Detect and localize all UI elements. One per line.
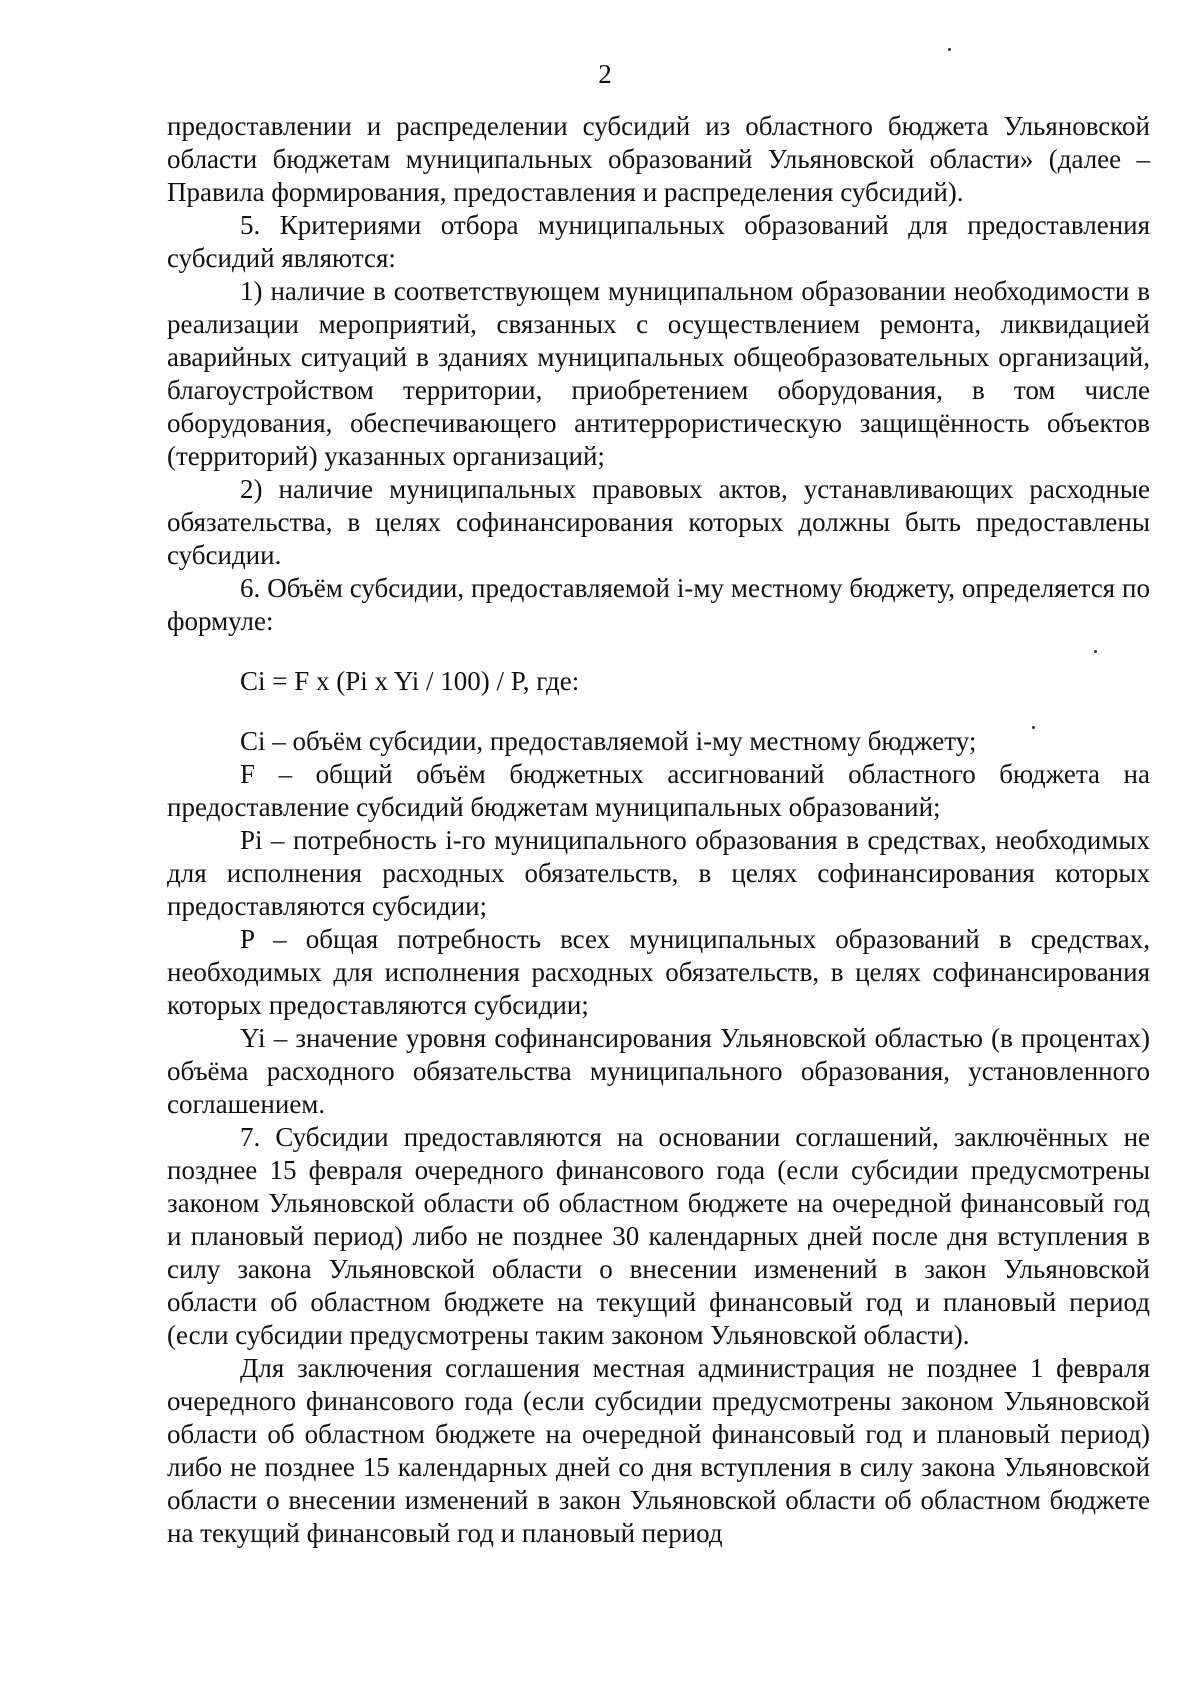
- formula: Ci = F x (Pi x Yi / 100) / P, где:: [240, 666, 580, 696]
- definition-yi: Yi – значение уровня софинансирования Ульяновской областью (в процентах) объёма расходного обязательства муниципального образования, установленного соглашением.: [167, 1023, 1150, 1119]
- definition-pi: Pi – потребность i-го муниципального образования в средствах, необходимых для исполнения расходных обязательств, в целях софинансирования которых предоставляются субсидии;: [167, 825, 1150, 921]
- document-body: [167, 110, 1150, 1550]
- page-number: 2: [598, 59, 612, 89]
- definition-p: P – общая потребность всех муниципальных образований в средствах, необходимых для исполнения расходных обязательств, в целях софинансирования которых предоставляются субсидии;: [167, 924, 1150, 1020]
- scan-speck: [948, 48, 951, 51]
- definition-f: F – общий объём бюджетных ассигнований областного бюджета на предоставление субсидий бюджетам муниципальных образований;: [167, 759, 1150, 822]
- paragraph-agreement: Для заключения соглашения местная администрация не позднее 1 февраля очередного финансового года (если субсидии предусмотрены законом Ульяновской области об областном бюджете на очередной финансовый год и плановый период) либо не позднее 15 календарных дней со дня вступления в силу закона Ульяновской области о внесении изменений в закон Ульяновской области об областном бюджете на текущий финансовый год и плановый период: [167, 1353, 1150, 1548]
- paragraph-item-5: 5. Критериями отбора муниципальных образований для предоставления субсидий являются:: [167, 210, 1150, 273]
- paragraph-criterion-1: 1) наличие в соответствующем муниципальном образовании необходимости в реализации мероприятий, связанных с осуществлением ремонта, ликвидацией аварийных ситуаций в зданиях муниципальных общеобразовательных организаций, благоустройством территории, приобретением оборудования, в том числе оборудования, обеспечивающего антитеррористическую защищённость объектов (территорий) указанных организаций;: [167, 276, 1150, 471]
- paragraph-item-7: 7. Субсидии предоставляются на основании соглашений, заключённых не позднее 15 февраля очередного финансового года (если субсидии предусмотрены законом Ульяновской области об областном бюджете на очередной финансовый год и плановый период) либо не позднее 30 календарных дней после дня вступления в силу закона Ульяновской области о внесении изменений в закон Ульяновской области об областном бюджете на текущий финансовый год и плановый период (если субсидии предусмотрены таким законом Ульяновской области).: [167, 1122, 1150, 1350]
- paragraph-criterion-2: 2) наличие муниципальных правовых актов, устанавливающих расходные обязательства, в целях софинансирования которых должны быть предоставлены субсидии.: [167, 474, 1150, 570]
- definition-ci: Ci – объём субсидии, предоставляемой i-му местному бюджету;: [240, 726, 977, 756]
- paragraph-continuation: предоставлении и распределении субсидий из областного бюджета Ульяновской области бюджетам муниципальных образований Ульяновской области» (далее – Правила формирования, предоставления и распределения субсидий).: [167, 111, 1150, 207]
- scan-speck: [1094, 650, 1097, 653]
- scan-speck: [1032, 726, 1035, 729]
- paragraph-item-6: 6. Объём субсидии, предоставляемой i-му местному бюджету, определяется по формуле:: [167, 573, 1150, 636]
